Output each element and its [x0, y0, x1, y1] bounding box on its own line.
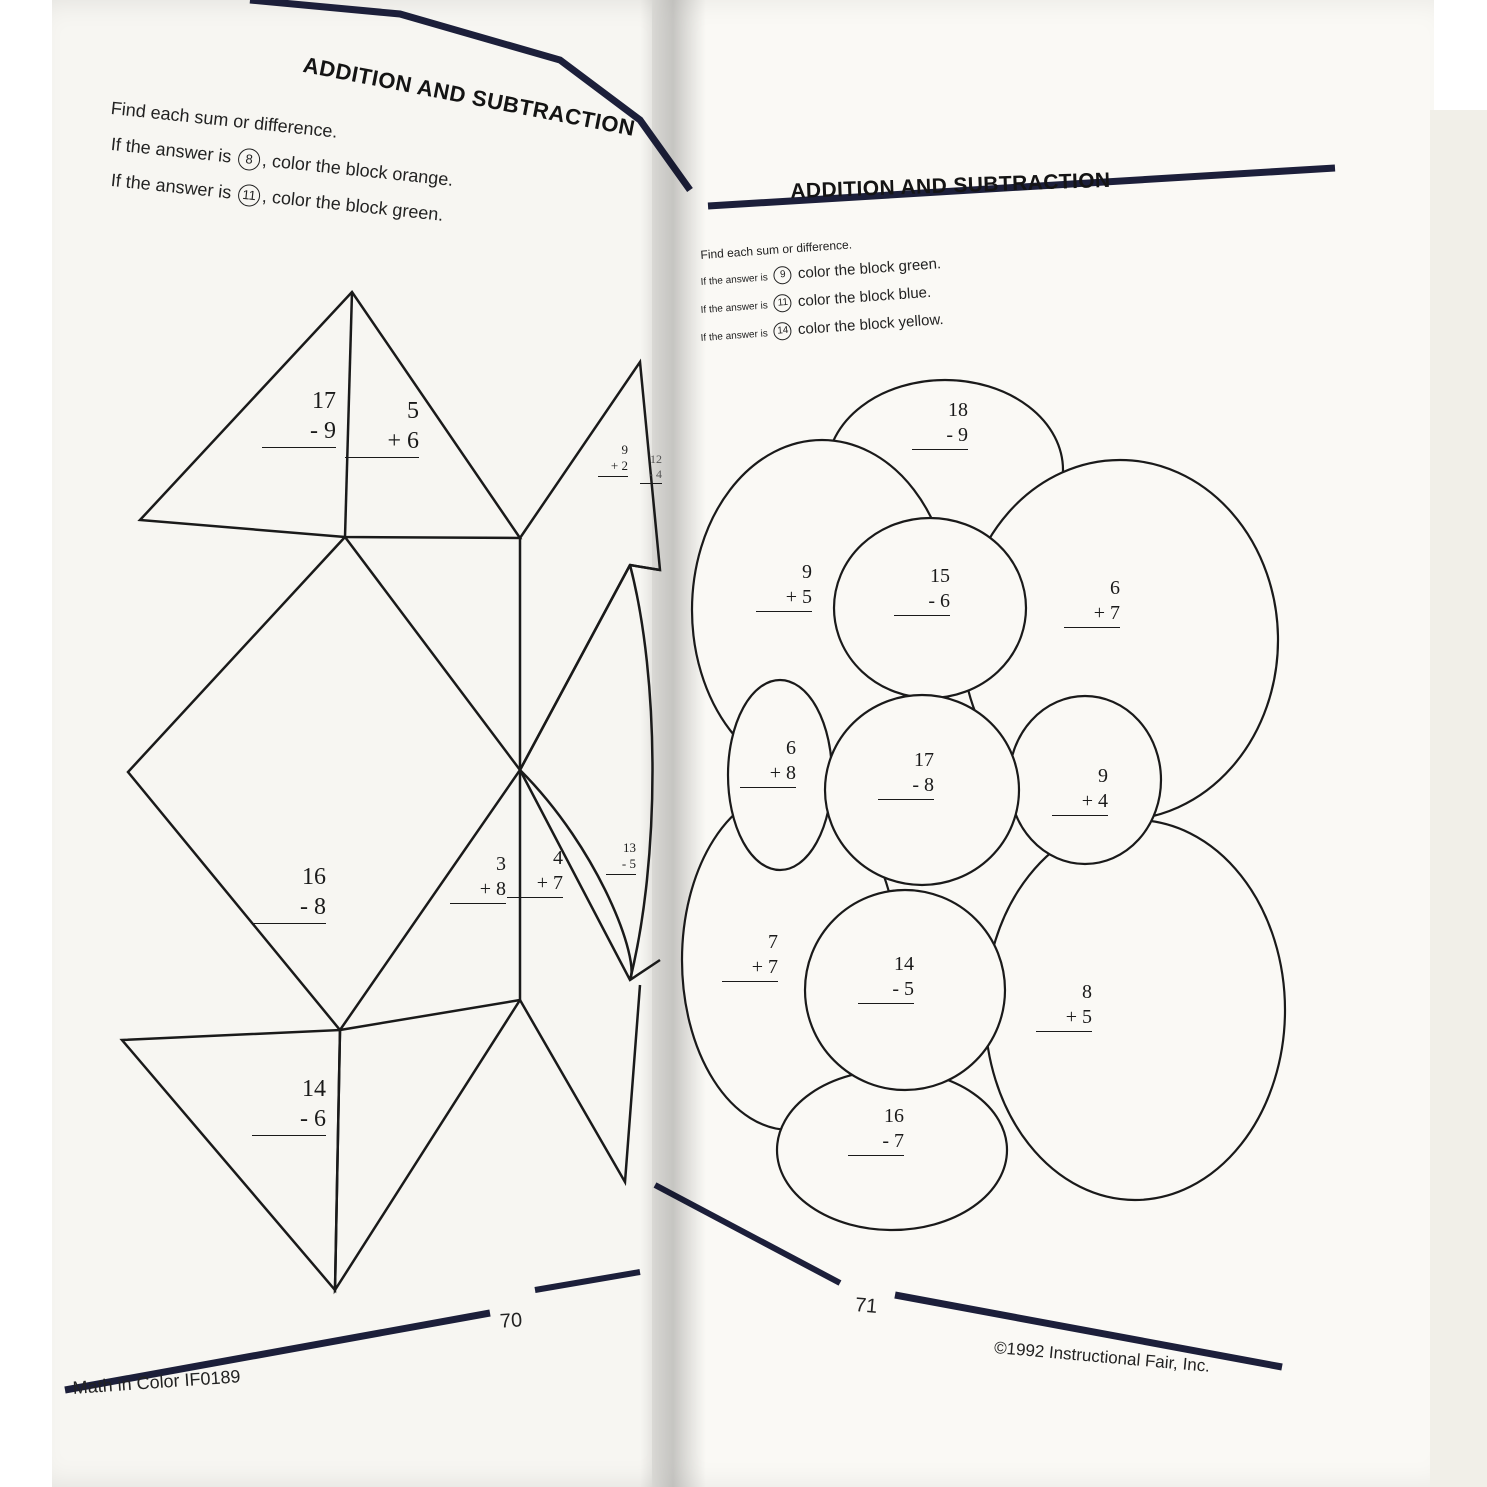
left-instruction-2: If the answer is 8 , color the block orange.: [109, 134, 455, 190]
left-problem: 16 - 8: [252, 862, 326, 924]
left-instruction-3: If the answer is 11 , color the block green.: [109, 170, 445, 225]
right-problem: 15 - 6: [894, 564, 950, 616]
answer-circle: 8: [237, 148, 261, 172]
left-problem: 5 + 6: [345, 396, 419, 458]
right-page-footer: ©1992 Instructional Fair, Inc.: [993, 1338, 1211, 1376]
left-page-title: ADDITION AND SUBTRACTION: [301, 52, 638, 141]
circle-8-5[interactable]: [985, 820, 1285, 1200]
right-problem: 9 + 5: [756, 560, 812, 612]
left-problem: 12 - 4: [640, 452, 662, 484]
right-problem: 18 - 9: [912, 398, 968, 450]
answer-circle: 11: [237, 184, 261, 208]
right-problem: 7 + 7: [722, 930, 778, 982]
right-page-title: ADDITION AND SUBTRACTION: [790, 168, 1111, 203]
right-instruction-2: If the answer is 9 color the block green.: [700, 255, 942, 288]
answer-circle: 14: [773, 322, 792, 341]
left-problem: 13 - 5: [606, 840, 636, 875]
answer-circle: 11: [773, 294, 792, 313]
left-problem: 9 + 2: [598, 442, 628, 477]
answer-circle: 9: [773, 266, 792, 285]
right-problem: 16 - 7: [848, 1104, 904, 1156]
right-problem: 17 - 8: [878, 748, 934, 800]
book-gutter: [640, 0, 706, 1487]
left-page-footer: Math in Color IF0189: [72, 1366, 242, 1398]
right-problem: 6 + 8: [740, 736, 796, 788]
right-instruction-4: If the answer is 14 color the block yellow.: [700, 311, 945, 344]
left-problem: 3 + 8: [450, 852, 506, 904]
right-page-number: 71: [854, 1294, 879, 1318]
right-problem: 6 + 7: [1064, 576, 1120, 628]
left-problem: 17 - 9: [262, 386, 336, 448]
left-shape-diamond[interactable]: [128, 537, 520, 1030]
left-bottom-rule-2: [535, 1272, 640, 1290]
left-problem: 14 - 6: [252, 1074, 326, 1136]
page-stack-edge: [1430, 110, 1487, 1487]
left-shape-bottom-triangle[interactable]: [122, 1030, 340, 1290]
right-instruction-1: Find each sum or difference.: [700, 237, 853, 262]
right-problem: 8 + 5: [1036, 980, 1092, 1032]
left-page-number: 70: [499, 1309, 523, 1333]
right-problem: 14 - 5: [858, 952, 914, 1004]
left-problem: 4 + 7: [507, 846, 563, 898]
right-problem: 9 + 4: [1052, 764, 1108, 816]
right-instruction-3: If the answer is 11 color the block blue.: [700, 283, 932, 316]
left-shape-column-bottom[interactable]: [520, 985, 640, 1182]
left-instruction-1: Find each sum or difference.: [109, 98, 339, 142]
